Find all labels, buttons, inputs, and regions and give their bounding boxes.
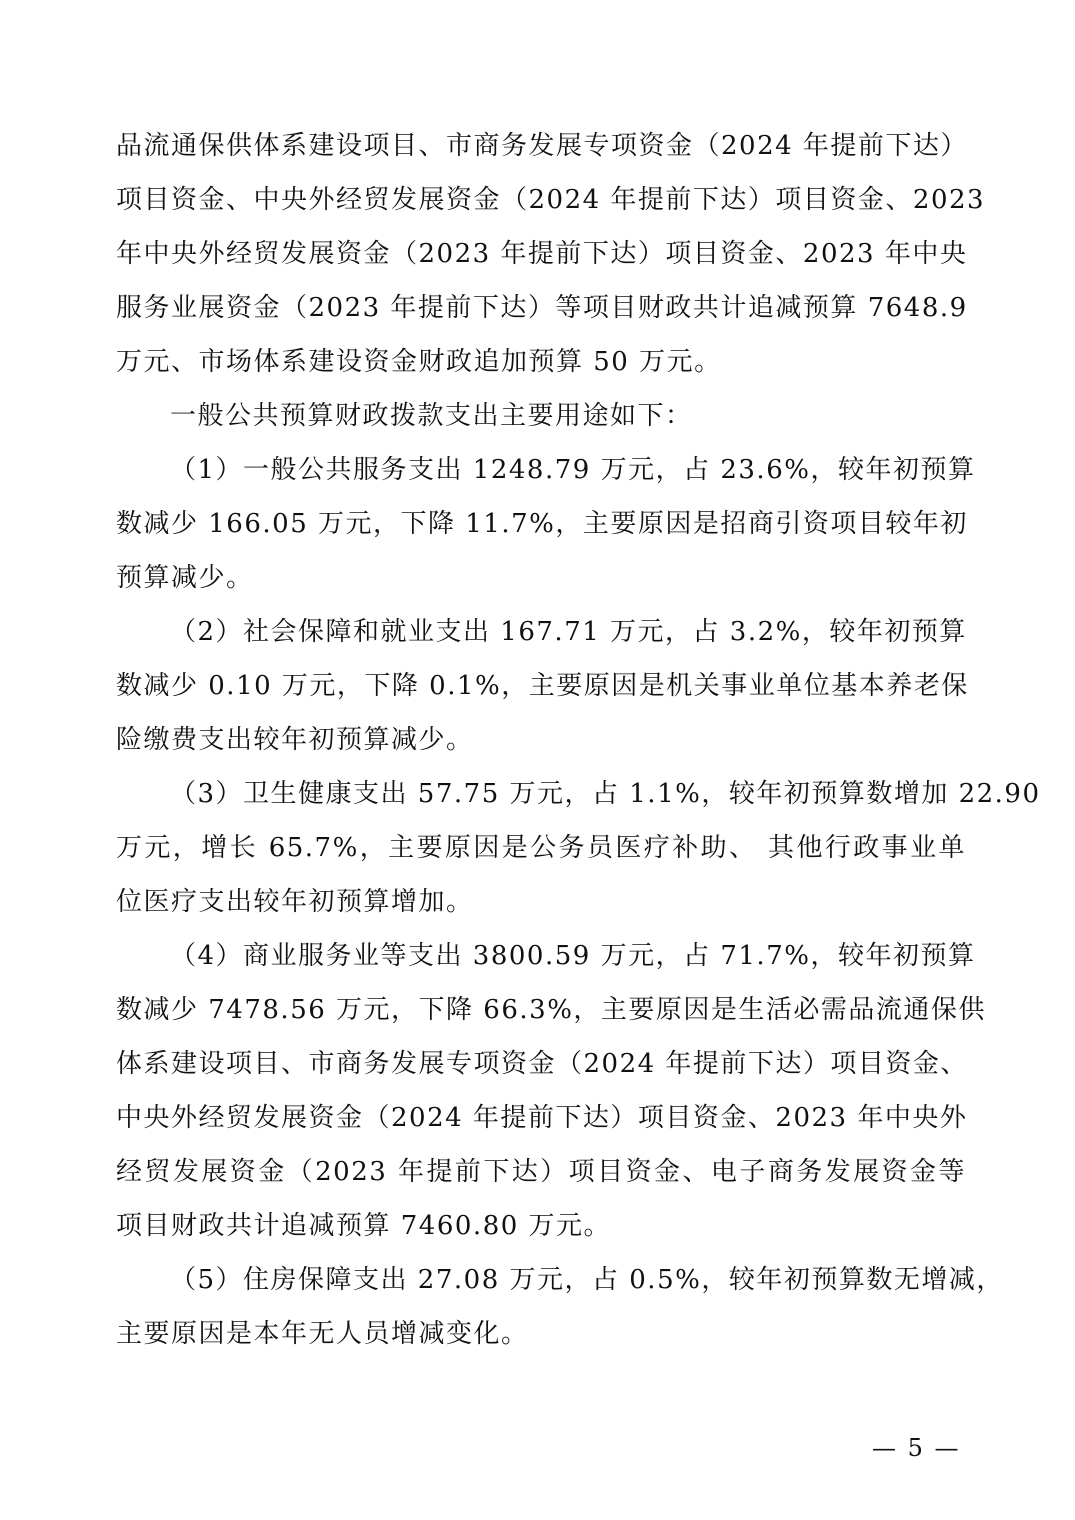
- item-4-line: 项目财政共计追减预算 7460.80 万元。: [116, 1211, 612, 1241]
- item-2-line: （2）社会保障和就业支出 167.71 万元，占 3.2%，较年初预算: [170, 617, 967, 647]
- item-4-line: 中央外经贸发展资金（2024 年提前下达）项目资金、2023 年中央外: [116, 1103, 968, 1133]
- item-1-line: 预算减少。: [116, 563, 254, 593]
- page-number: — 5 —: [872, 1434, 961, 1462]
- section-intro: 一般公共预算财政拨款支出主要用途如下：: [170, 401, 693, 431]
- paragraph-line: 服务业展资金（2023 年提前下达）等项目财政共计追减预算 7648.9: [116, 293, 968, 323]
- item-4-line: 数减少 7478.56 万元，下降 66.3%，主要原因是生活必需品流通保供: [116, 995, 986, 1025]
- item-1-line: 数减少 166.05 万元，下降 11.7%，主要原因是招商引资项目较年初: [116, 509, 968, 539]
- item-4-line: （4）商业服务业等支出 3800.59 万元，占 71.7%，较年初预算: [170, 941, 976, 971]
- item-4-line: 经贸发展资金（2023 年提前下达）项目资金、电子商务发展资金等: [116, 1157, 966, 1187]
- paragraph-line: 万元、市场体系建设资金财政追加预算 50 万元。: [116, 347, 722, 377]
- paragraph-line: 品流通保供体系建设项目、市商务发展专项资金（2024 年提前下达）: [116, 131, 968, 161]
- item-3-line: 万元，增长 65.7%，主要原因是公务员医疗补助、 其他行政事业单: [116, 833, 966, 863]
- item-3-line: （3）卫生健康支出 57.75 万元，占 1.1%，较年初预算数增加 22.90: [170, 779, 1041, 809]
- item-2-line: 数减少 0.10 万元，下降 0.1%，主要原因是机关事业单位基本养老保: [116, 671, 969, 701]
- paragraph-line: 年中央外经贸发展资金（2023 年提前下达）项目资金、2023 年中央: [116, 239, 968, 269]
- item-5-line: 主要原因是本年无人员增减变化。: [116, 1319, 529, 1349]
- item-2-line: 险缴费支出较年初预算减少。: [116, 725, 474, 755]
- item-5-line: （5）住房保障支出 27.08 万元，占 0.5%，较年初预算数无增减，: [170, 1265, 1004, 1295]
- item-3-line: 位医疗支出较年初预算增加。: [116, 887, 474, 917]
- paragraph-line: 项目资金、中央外经贸发展资金（2024 年提前下达）项目资金、2023: [116, 185, 986, 215]
- item-1-line: （1）一般公共服务支出 1248.79 万元，占 23.6%，较年初预算: [170, 455, 976, 485]
- item-4-line: 体系建设项目、市商务发展专项资金（2024 年提前下达）项目资金、: [116, 1049, 968, 1079]
